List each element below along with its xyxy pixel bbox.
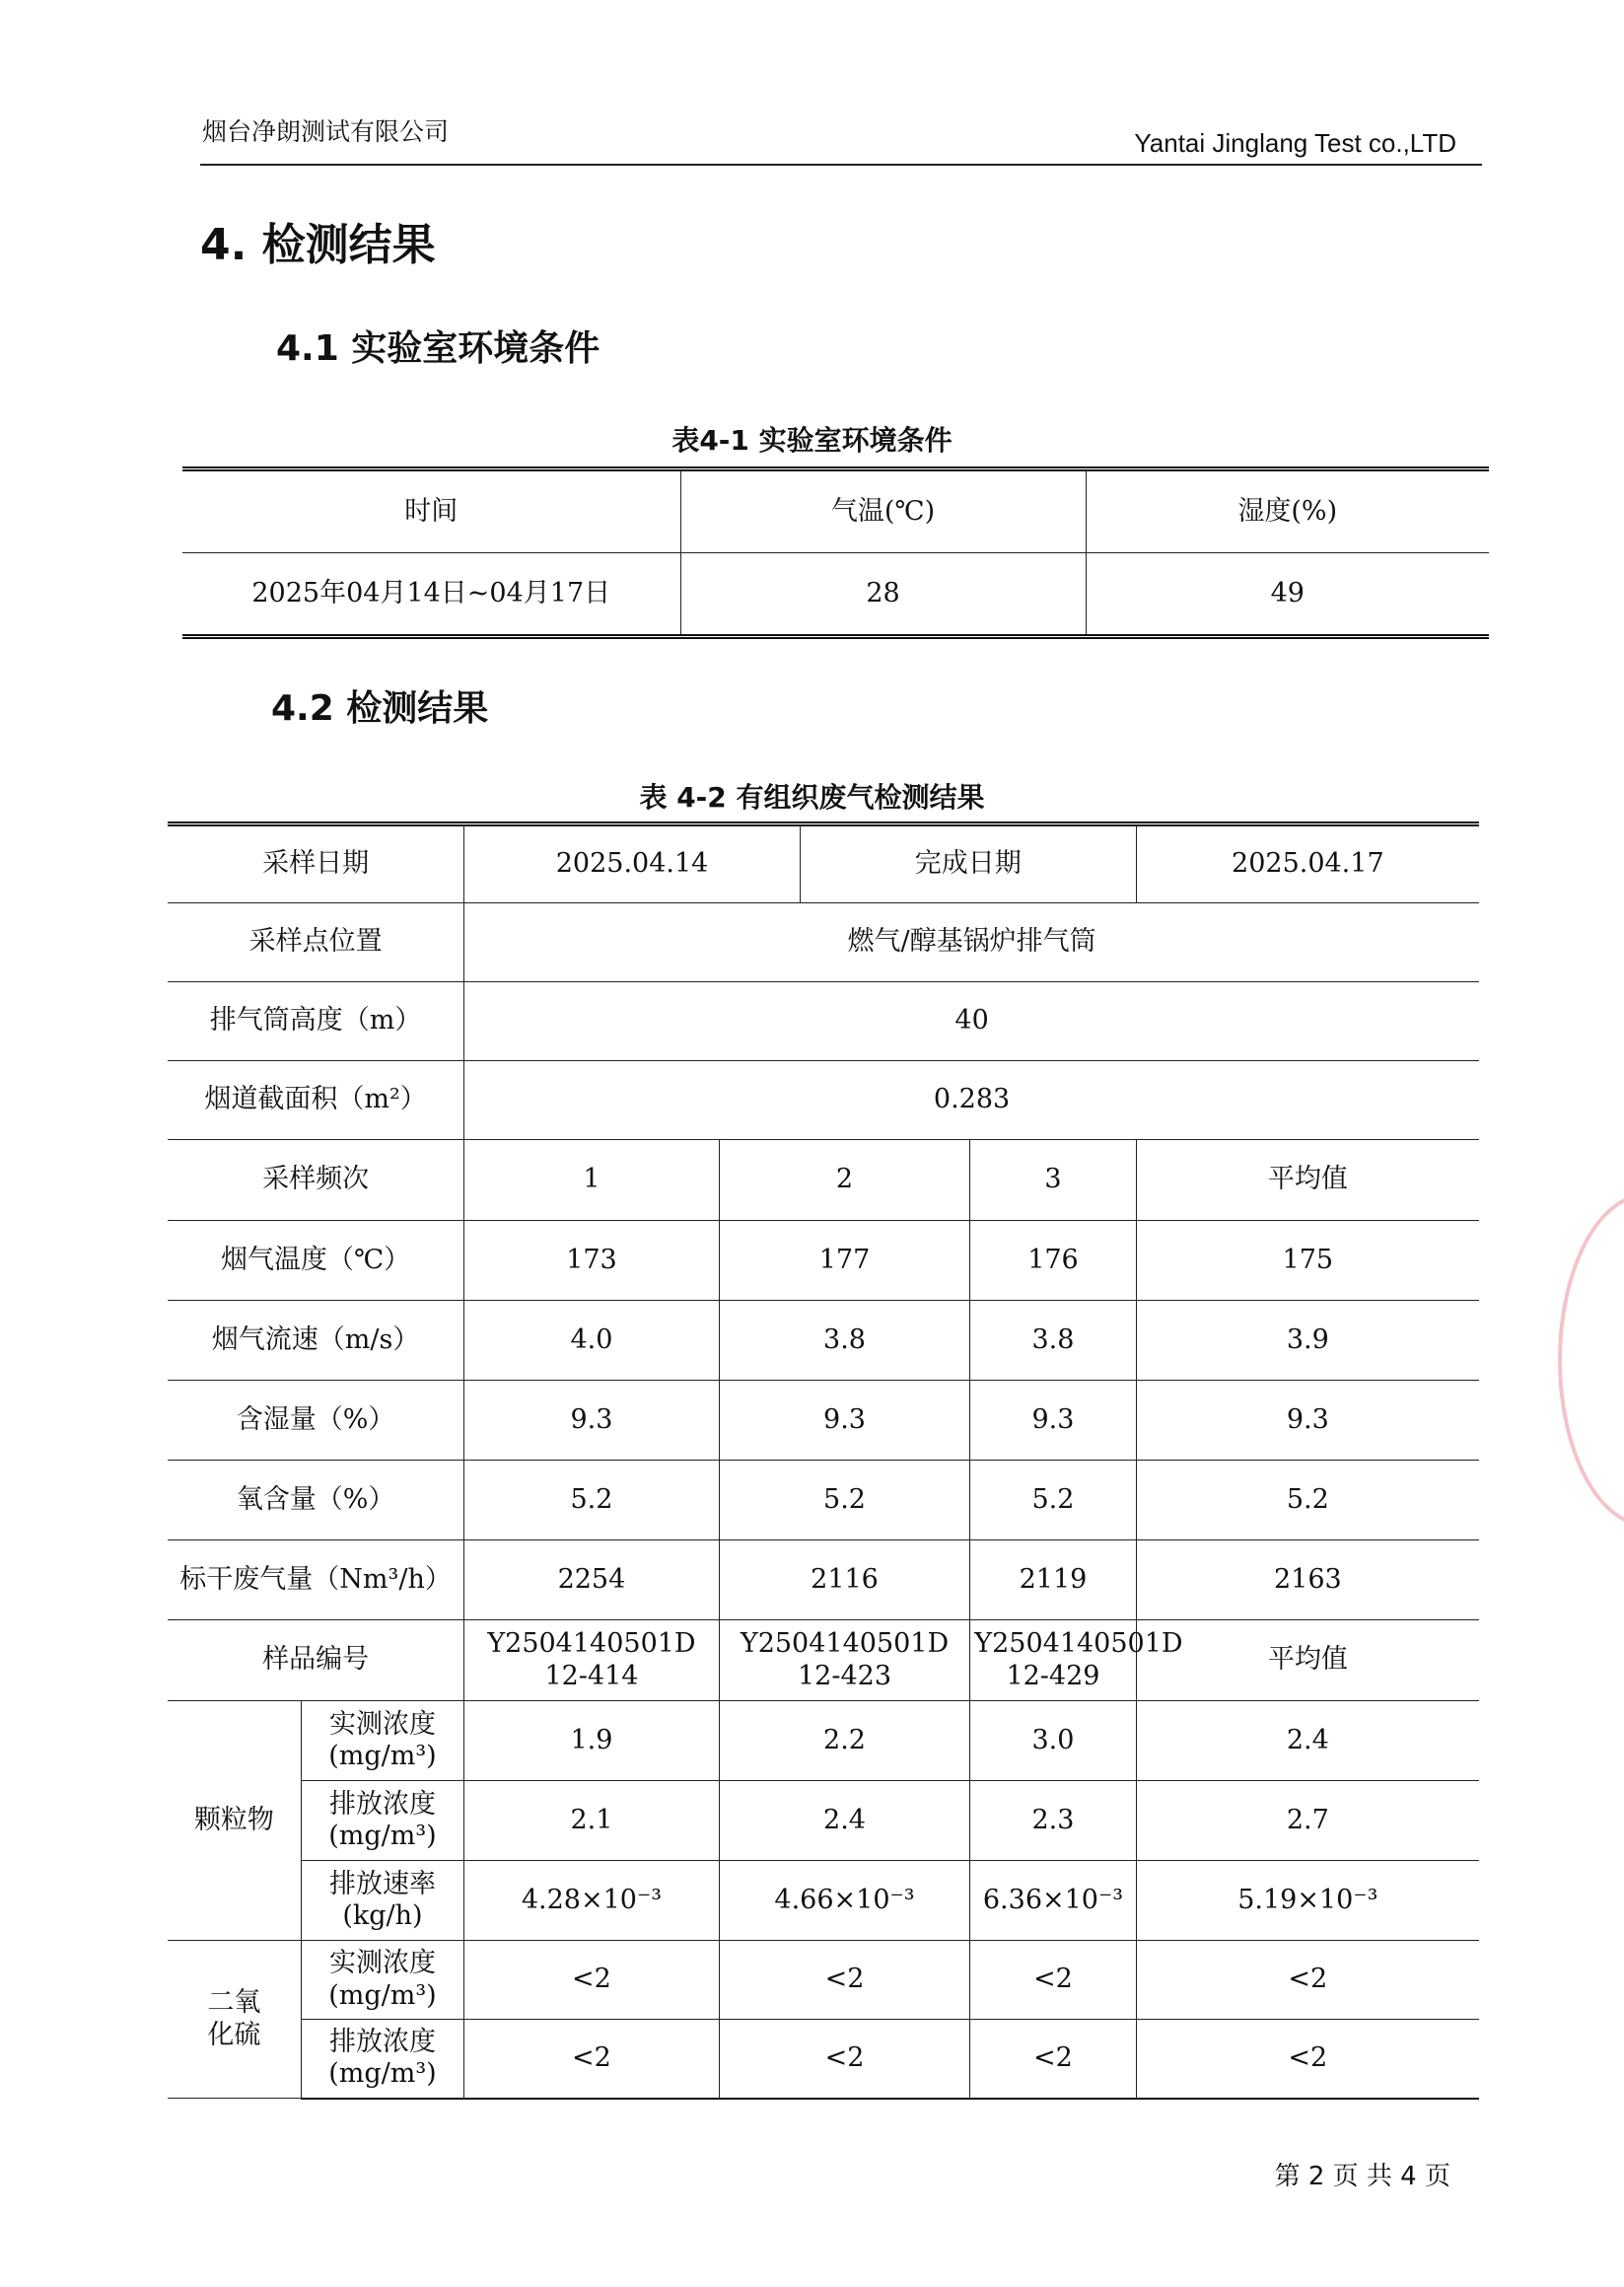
value-cell: 2.3 xyxy=(970,1781,1136,1861)
param-unit: (mg/m³) xyxy=(328,2058,437,2090)
value-cell: 5.2 xyxy=(1136,1461,1479,1540)
value-cell: 5.2 xyxy=(719,1461,970,1540)
value-cell: <2 xyxy=(970,2020,1136,2099)
value-cell: <2 xyxy=(970,1941,1136,2020)
sample-no-cell xyxy=(970,1620,1183,1701)
value-cell: 2116 xyxy=(719,1540,970,1620)
table-row xyxy=(168,1061,1479,1140)
freq-cell: 3 xyxy=(970,1140,1136,1221)
sample-no-line: 12-414 xyxy=(544,1660,639,1691)
value-cell: 2254 xyxy=(464,1540,720,1620)
value-cell: 9.3 xyxy=(1136,1381,1479,1461)
value-cell: 177 xyxy=(719,1221,970,1301)
table-row xyxy=(182,553,1489,637)
value-cell: 燃气/醇基锅炉排气筒 xyxy=(464,903,1479,982)
value-cell: 2163 xyxy=(1136,1540,1479,1620)
value-cell: 5.19×10⁻³ xyxy=(1136,1861,1479,1941)
value-cell: 2.4 xyxy=(719,1781,970,1861)
label-cell: 氧含量（%） xyxy=(168,1461,464,1540)
param-label: 排放速率 xyxy=(328,1868,436,1899)
freq-cell: 2 xyxy=(719,1140,970,1221)
value-cell: 4.28×10⁻³ xyxy=(464,1861,720,1941)
table-row xyxy=(168,1301,1479,1381)
value-cell: 9.3 xyxy=(464,1381,720,1461)
param-unit: (mg/m³) xyxy=(328,1979,437,2011)
table-row xyxy=(168,1701,1479,1781)
header-cell: 湿度(%) xyxy=(1086,469,1489,553)
value-cell: 9.3 xyxy=(719,1381,970,1461)
label-cell: 采样点位置 xyxy=(168,903,464,982)
table-row xyxy=(168,1861,1479,1941)
freq-cell: 平均值 xyxy=(1136,1140,1479,1221)
value-cell: 2.1 xyxy=(464,1781,720,1861)
label-cell: 采样频次 xyxy=(168,1140,464,1221)
table-row xyxy=(168,2020,1479,2099)
value-cell: 2119 xyxy=(970,1540,1136,1620)
label-cell: 完成日期 xyxy=(800,824,1136,903)
sample-no-line: Y2504140501D xyxy=(974,1628,1183,1660)
header-cell: 时间 xyxy=(182,469,680,553)
table-cell: 28 xyxy=(680,553,1086,637)
param-cell xyxy=(301,1941,463,2020)
label-cell: 采样日期 xyxy=(168,824,464,903)
value-cell: 5.2 xyxy=(970,1461,1136,1540)
section-title: 4. 检测结果 xyxy=(200,220,436,270)
pollutant-name-cell: 颗粒物 xyxy=(168,1701,301,1941)
table-cell: 49 xyxy=(1086,553,1489,637)
table-cell: 2025年04月14日~04月17日 xyxy=(182,553,680,637)
table-row xyxy=(168,1540,1479,1620)
value-cell: <2 xyxy=(1136,2020,1479,2099)
param-label: 实测浓度 xyxy=(328,1708,436,1740)
page-footer: 第 2 页 共 4 页 xyxy=(1274,2162,1450,2191)
param-cell xyxy=(301,1781,463,1861)
value-cell: 4.0 xyxy=(464,1301,720,1381)
value-cell: 5.2 xyxy=(464,1461,720,1540)
value-cell: 9.3 xyxy=(970,1381,1136,1461)
value-cell: 3.0 xyxy=(970,1701,1136,1781)
label-cell: 排气筒高度（m） xyxy=(168,982,464,1061)
table-row xyxy=(168,1620,1479,1701)
sample-no-cell xyxy=(464,1620,720,1701)
company-seal xyxy=(1558,1193,1624,1527)
value-cell: 3.8 xyxy=(719,1301,970,1381)
header-company-en: Yantai Jinglang Test co.,LTD xyxy=(1134,128,1456,158)
param-unit: (mg/m³) xyxy=(328,1741,437,1771)
label-cell: 烟气温度（℃） xyxy=(168,1221,464,1301)
label-cell: 标干废气量（Nm³/h） xyxy=(168,1540,464,1620)
sample-no-cell xyxy=(719,1620,970,1701)
value-cell: 6.36×10⁻³ xyxy=(970,1861,1136,1941)
sample-avg-cell: 平均值 xyxy=(1136,1620,1479,1701)
param-cell xyxy=(301,1701,463,1781)
value-cell: 3.9 xyxy=(1136,1301,1479,1381)
pollutant-name-line: 化硫 xyxy=(207,2019,261,2050)
table2-caption: 表 4-2 有组织废气检测结果 xyxy=(639,781,985,814)
pollutant-name-cell xyxy=(168,1941,301,2099)
sample-no-line: 12-429 xyxy=(1006,1660,1100,1691)
sample-no-line: Y2504140501D xyxy=(487,1628,696,1660)
sample-no-line: 12-423 xyxy=(798,1660,892,1691)
subsection-title-results: 4.2 检测结果 xyxy=(271,688,489,729)
param-label: 排放浓度 xyxy=(328,2026,436,2057)
header-cell: 气温(℃) xyxy=(680,469,1086,553)
value-cell: 3.8 xyxy=(970,1301,1136,1381)
label-cell: 含湿量（%） xyxy=(168,1381,464,1461)
sample-no-line: Y2504140501D xyxy=(740,1628,950,1660)
value-cell: 176 xyxy=(970,1221,1136,1301)
value-cell: 1.9 xyxy=(464,1701,720,1781)
table-row xyxy=(168,1381,1479,1461)
param-cell xyxy=(301,2020,463,2099)
value-cell: 4.66×10⁻³ xyxy=(719,1861,970,1941)
param-unit: (mg/m³) xyxy=(328,1821,437,1851)
table-row xyxy=(168,1221,1479,1301)
value-cell: 2.7 xyxy=(1136,1781,1479,1861)
table-row xyxy=(168,1461,1479,1540)
label-cell: 样品编号 xyxy=(168,1620,464,1701)
param-unit: (kg/h) xyxy=(342,1900,423,1931)
table-row xyxy=(168,903,1479,982)
value-cell: 175 xyxy=(1136,1221,1479,1301)
value-cell: <2 xyxy=(719,2020,970,2099)
table-row xyxy=(182,469,1489,553)
value-cell: <2 xyxy=(464,2020,720,2099)
table-row xyxy=(168,982,1479,1061)
subsection-title-env: 4.1 实验室环境条件 xyxy=(276,328,600,369)
param-label: 实测浓度 xyxy=(328,1948,436,1979)
pollutant-name-line: 二氧 xyxy=(207,1987,261,2019)
value-cell: 173 xyxy=(464,1221,720,1301)
table-row xyxy=(168,1781,1479,1861)
header-company-cn: 烟台净朗测试有限公司 xyxy=(202,117,450,146)
value-cell: 0.283 xyxy=(464,1061,1479,1140)
value-cell: 40 xyxy=(464,982,1479,1061)
exhaust-gas-results-table xyxy=(168,822,1479,2100)
value-cell: 2025.04.14 xyxy=(464,824,801,903)
freq-cell: 1 xyxy=(464,1140,720,1221)
env-conditions-table xyxy=(182,466,1489,639)
value-cell: 2025.04.17 xyxy=(1136,824,1479,903)
label-cell: 烟气流速（m/s） xyxy=(168,1301,464,1381)
value-cell: <2 xyxy=(1136,1941,1479,2020)
value-cell: 2.4 xyxy=(1136,1701,1479,1781)
value-cell: <2 xyxy=(464,1941,720,2020)
value-cell: <2 xyxy=(719,1941,970,2020)
table-row xyxy=(168,824,1479,903)
param-cell xyxy=(301,1861,463,1941)
table1-caption: 表4-1 实验室环境条件 xyxy=(671,424,953,457)
table-row xyxy=(168,1140,1479,1221)
param-label: 排放浓度 xyxy=(328,1788,436,1820)
label-cell: 烟道截面积（m²） xyxy=(168,1061,464,1140)
header-divider xyxy=(200,164,1482,166)
value-cell: 2.2 xyxy=(719,1701,970,1781)
table-row xyxy=(168,1941,1479,2020)
